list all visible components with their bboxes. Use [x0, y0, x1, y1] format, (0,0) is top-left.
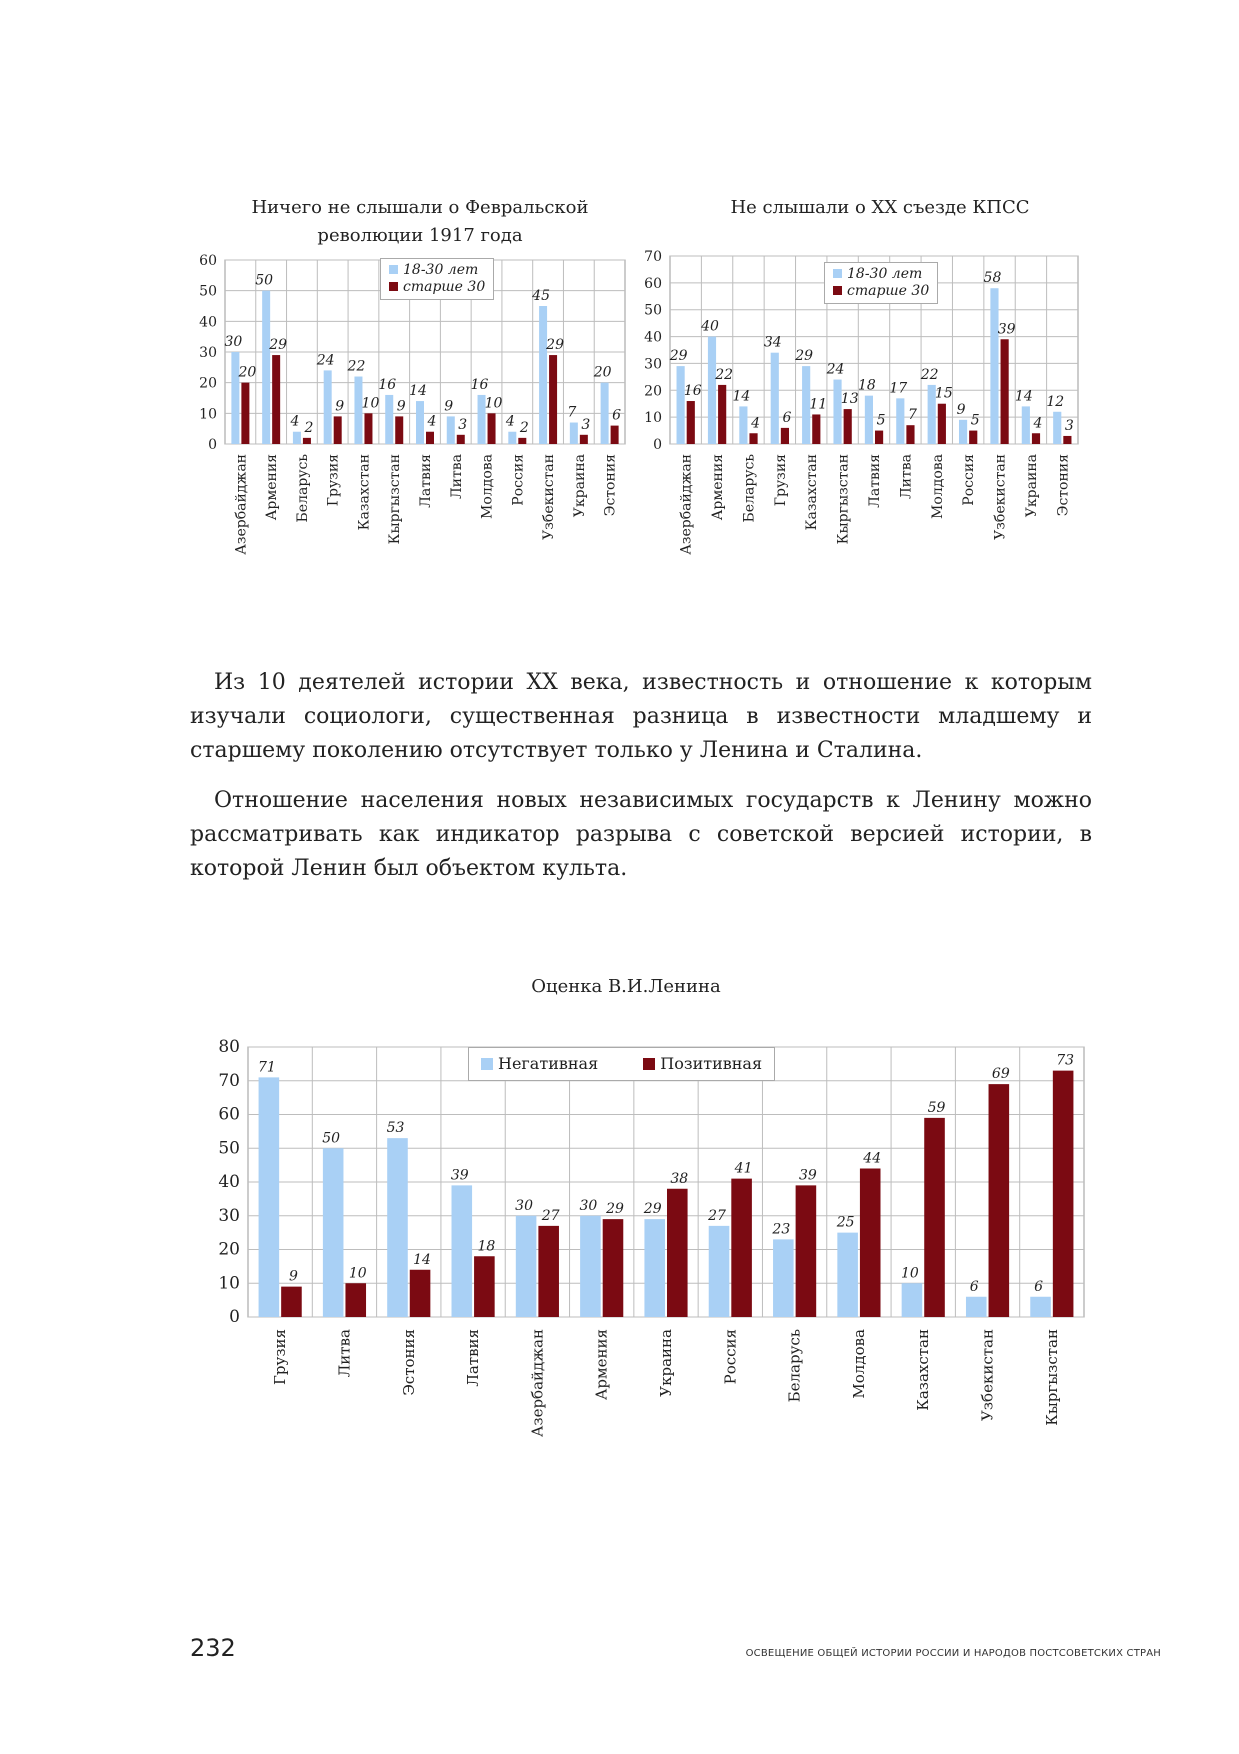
- data-label: 4: [505, 413, 515, 430]
- data-label: 9: [956, 401, 966, 418]
- data-label: 30: [515, 1197, 534, 1214]
- bar: [364, 413, 372, 444]
- data-label: 73: [1056, 1052, 1075, 1069]
- category-label: Грузия: [325, 454, 342, 507]
- bar: [989, 1084, 1010, 1317]
- category-label: Эстония: [1055, 454, 1072, 517]
- bar: [416, 401, 424, 444]
- data-label: 10: [361, 395, 380, 412]
- bar: [241, 383, 249, 444]
- data-label: 6: [969, 1278, 979, 1295]
- data-label: 7: [567, 404, 577, 421]
- category-label: Азербайджан: [528, 1329, 547, 1437]
- bar: [426, 432, 434, 444]
- data-label: 71: [257, 1059, 276, 1076]
- bar: [580, 1216, 601, 1317]
- data-label: 4: [290, 413, 300, 430]
- bar: [924, 1118, 945, 1317]
- data-label: 50: [255, 272, 274, 289]
- chart-lenin-rating: [200, 975, 1100, 1455]
- bar: [538, 1226, 559, 1317]
- category-label: Молдова: [929, 454, 946, 519]
- data-label: 29: [669, 348, 688, 365]
- data-label: 40: [701, 318, 719, 335]
- y-tick-label: 10: [644, 410, 662, 427]
- y-tick-label: 10: [218, 1273, 240, 1294]
- y-tick-label: 60: [199, 253, 217, 269]
- data-label: 6: [612, 407, 622, 424]
- category-label: Грузия: [271, 1329, 290, 1386]
- bar: [385, 395, 393, 444]
- category-label: Литва: [898, 454, 915, 499]
- category-label: Украина: [1023, 454, 1040, 518]
- legend-label: старше 30: [847, 283, 930, 299]
- legend-item: [643, 1054, 762, 1073]
- bar: [644, 1219, 665, 1317]
- category-label: Беларусь: [294, 454, 311, 523]
- bar: [833, 380, 841, 444]
- bar: [938, 404, 946, 444]
- category-label: Армения: [592, 1329, 611, 1400]
- data-label: 22: [347, 358, 366, 375]
- category-label: Украина: [657, 1329, 675, 1397]
- legend-swatch: [481, 1058, 493, 1070]
- data-label: 18: [858, 377, 876, 394]
- category-label: Латвия: [867, 454, 883, 508]
- y-tick-label: 0: [229, 1307, 240, 1327]
- body-paragraph: [190, 666, 1092, 768]
- legend-item: [389, 279, 485, 296]
- data-label: 3: [458, 416, 468, 433]
- y-tick-label: 70: [644, 249, 662, 265]
- bar: [749, 433, 757, 444]
- chart-legend: [380, 258, 494, 300]
- bar: [293, 432, 301, 444]
- data-label: 10: [484, 395, 503, 412]
- y-tick-label: 50: [199, 283, 217, 300]
- category-label: Кыргызстан: [1042, 1329, 1061, 1426]
- y-tick-label: 10: [199, 406, 217, 423]
- data-label: 12: [1046, 393, 1065, 410]
- chart-title: [152, 973, 1100, 1001]
- y-tick-label: 20: [644, 383, 662, 400]
- category-label: Казахстан: [914, 1329, 933, 1411]
- bar: [611, 426, 619, 444]
- data-label: 23: [772, 1221, 791, 1238]
- category-label: Кыргызстан: [387, 454, 404, 545]
- bar: [1001, 339, 1009, 444]
- category-label: Узбекистан: [978, 1329, 997, 1421]
- bar: [677, 366, 685, 444]
- legend-label: 18-30 лет: [403, 262, 479, 278]
- bar: [603, 1219, 624, 1317]
- chart-february-revolution: [180, 194, 640, 574]
- bar: [844, 409, 852, 444]
- bar: [969, 431, 977, 444]
- legend-label: Негативная: [498, 1054, 599, 1073]
- data-label: 69: [991, 1066, 1010, 1083]
- legend-swatch: [833, 269, 842, 278]
- data-label: 39: [798, 1167, 817, 1184]
- data-label: 17: [889, 380, 908, 397]
- bar: [896, 398, 904, 444]
- bar: [262, 291, 270, 444]
- bar: [990, 288, 998, 444]
- category-label: Узбекистан: [992, 454, 1009, 540]
- chart-20th-congress: [640, 194, 1100, 574]
- data-label: 29: [269, 337, 288, 354]
- data-label: 2: [519, 419, 529, 436]
- y-tick-label: 40: [199, 314, 217, 331]
- data-label: 44: [863, 1150, 882, 1167]
- data-label: 9: [335, 398, 345, 415]
- category-label: Латвия: [464, 1329, 483, 1387]
- data-label: 4: [1033, 415, 1043, 432]
- data-label: 39: [450, 1167, 469, 1184]
- chart-title-line: революции 1917 года: [317, 225, 523, 246]
- bar: [259, 1077, 280, 1317]
- bar: [718, 385, 726, 444]
- data-label: 22: [715, 366, 734, 383]
- category-label: Беларусь: [785, 1329, 804, 1403]
- y-tick-label: 0: [208, 437, 217, 453]
- bar: [1022, 406, 1030, 444]
- data-label: 3: [581, 416, 591, 433]
- data-label: 29: [643, 1201, 662, 1218]
- y-tick-label: 20: [218, 1239, 240, 1260]
- y-tick-label: 50: [644, 302, 662, 319]
- category-label: Беларусь: [741, 454, 758, 523]
- category-label: Россия: [721, 1329, 740, 1385]
- bar: [837, 1233, 858, 1317]
- bar: [508, 432, 516, 444]
- category-label: Казахстан: [804, 454, 821, 531]
- category-label: Латвия: [418, 454, 434, 508]
- data-label: 5: [970, 412, 980, 429]
- bar: [474, 1256, 495, 1317]
- data-label: 59: [927, 1099, 946, 1116]
- bar: [1053, 412, 1061, 444]
- data-label: 58: [983, 270, 1002, 287]
- data-label: 14: [409, 383, 427, 400]
- data-label: 25: [836, 1214, 855, 1231]
- bar: [272, 355, 280, 444]
- chart-title-line: Оценка В.И.Ленина: [531, 976, 721, 997]
- bar: [966, 1297, 987, 1317]
- bar: [959, 420, 967, 444]
- bar: [549, 355, 557, 444]
- bar: [812, 414, 820, 444]
- data-label: 39: [997, 321, 1016, 338]
- legend-item: [481, 1054, 598, 1073]
- bar: [580, 435, 588, 444]
- data-label: 3: [1064, 417, 1074, 434]
- data-label: 14: [732, 388, 751, 405]
- body-paragraph: [190, 784, 1092, 886]
- data-label: 11: [809, 396, 828, 413]
- data-label: 29: [795, 348, 814, 365]
- y-tick-label: 0: [653, 437, 662, 453]
- bar: [875, 431, 883, 444]
- data-label: 20: [238, 364, 257, 381]
- data-label: 34: [763, 334, 782, 351]
- legend-swatch: [833, 286, 842, 295]
- legend-item: [833, 283, 929, 300]
- bar: [860, 1169, 881, 1318]
- y-tick-label: 30: [199, 345, 217, 361]
- bar: [902, 1283, 923, 1317]
- bar: [709, 1226, 730, 1317]
- bar: [570, 423, 578, 444]
- y-tick-label: 50: [218, 1138, 240, 1159]
- category-label: Эстония: [399, 1329, 418, 1396]
- category-label: Молдова: [849, 1329, 868, 1399]
- data-label: 16: [470, 376, 489, 393]
- data-label: 16: [378, 376, 397, 393]
- data-label: 5: [876, 412, 886, 429]
- bar: [410, 1270, 431, 1317]
- data-label: 22: [920, 366, 939, 383]
- y-tick-label: 60: [218, 1104, 240, 1125]
- category-label: Молдова: [479, 454, 496, 519]
- data-label: 27: [708, 1207, 726, 1224]
- y-tick-label: 20: [199, 375, 217, 392]
- bar: [601, 383, 609, 444]
- bar: [323, 1148, 344, 1317]
- running-title: ОСВЕЩЕНИЕ ОБЩЕЙ ИСТОРИИ РОССИИ И НАРОДОВ ПОСТСОВЕТСКИХ СТРАН: [745, 1648, 1161, 1659]
- paragraph-text: Из 10 деятелей истории ХХ века, известность и отношение к которым изучали социологи, существенная разница в известности младшему и старшему поколению отсутствует только у Ленина и Сталина.: [190, 670, 1092, 763]
- bar: [865, 396, 873, 444]
- bar-chart-svg: [180, 194, 640, 574]
- bar: [687, 401, 695, 444]
- bar: [906, 425, 914, 444]
- chart-title: [180, 194, 660, 250]
- category-label: Эстония: [602, 454, 619, 517]
- data-label: 6: [782, 409, 792, 426]
- bar: [773, 1239, 794, 1317]
- data-label: 14: [1014, 388, 1033, 405]
- bar: [1053, 1071, 1074, 1317]
- bar: [281, 1287, 302, 1317]
- y-tick-label: 70: [218, 1070, 240, 1091]
- legend-label: Позитивная: [660, 1054, 763, 1073]
- data-label: 45: [532, 288, 550, 304]
- bar: [334, 416, 342, 444]
- data-label: 9: [288, 1268, 298, 1285]
- data-label: 50: [322, 1130, 341, 1147]
- category-label: Украина: [571, 454, 588, 518]
- data-label: 16: [683, 383, 702, 400]
- data-label: 9: [396, 398, 406, 415]
- y-tick-label: 40: [218, 1172, 240, 1192]
- bar: [457, 435, 465, 444]
- data-label: 14: [413, 1251, 431, 1268]
- data-label: 13: [840, 391, 859, 408]
- bar: [539, 306, 547, 444]
- chart-title-line: Не слышали о ХХ съезде КПСС: [730, 197, 1030, 218]
- data-label: 38: [670, 1170, 689, 1187]
- data-label: 53: [386, 1120, 405, 1137]
- category-label: Узбекистан: [541, 454, 558, 540]
- bar: [739, 406, 747, 444]
- y-tick-label: 80: [218, 1037, 240, 1057]
- legend-swatch: [389, 265, 398, 274]
- bar-chart-svg: [640, 194, 1100, 574]
- category-label: Литва: [335, 1329, 354, 1378]
- category-label: Армения: [710, 454, 727, 521]
- data-label: 29: [546, 337, 564, 354]
- page-number: 232: [190, 1634, 236, 1662]
- legend-label: 18-30 лет: [847, 266, 923, 282]
- chart-title-line: Ничего не слышали о Февральской: [251, 197, 589, 218]
- bar: [708, 337, 716, 444]
- data-label: 7: [908, 407, 917, 424]
- legend-item: [389, 262, 485, 279]
- data-label: 30: [579, 1197, 598, 1214]
- chart-legend: [824, 262, 938, 304]
- data-label: 27: [541, 1207, 560, 1224]
- data-label: 18: [477, 1238, 496, 1255]
- bar: [1032, 433, 1040, 444]
- category-label: Армения: [264, 454, 281, 521]
- bar: [395, 416, 403, 444]
- data-label: 30: [224, 334, 243, 350]
- data-label: 24: [316, 352, 335, 369]
- data-label: 41: [734, 1160, 753, 1177]
- bar: [451, 1185, 472, 1317]
- category-label: Кыргызстан: [835, 454, 852, 545]
- bar: [1063, 436, 1071, 444]
- bar: [796, 1185, 817, 1317]
- category-label: Азербайджан: [233, 454, 250, 555]
- legend-swatch: [643, 1058, 655, 1070]
- data-label: 10: [901, 1265, 919, 1282]
- data-label: 29: [606, 1201, 624, 1218]
- legend-label: старше 30: [403, 279, 486, 295]
- bar: [781, 428, 789, 444]
- bar: [1030, 1297, 1051, 1317]
- category-label: Казахстан: [356, 454, 373, 531]
- category-label: Литва: [448, 454, 465, 499]
- chart-title: [630, 194, 1130, 222]
- category-label: Россия: [510, 454, 527, 506]
- y-tick-label: 30: [644, 356, 662, 373]
- data-label: 15: [934, 385, 953, 402]
- bar: [518, 438, 526, 444]
- data-label: 4: [751, 415, 761, 432]
- chart-legend: [468, 1047, 775, 1081]
- data-label: 9: [444, 398, 454, 415]
- bar: [345, 1283, 366, 1317]
- bar: [387, 1138, 408, 1317]
- data-label: 20: [593, 364, 612, 381]
- bar: [771, 353, 779, 444]
- category-label: Россия: [961, 454, 978, 506]
- data-label: 24: [826, 361, 845, 378]
- category-label: Азербайджан: [678, 454, 695, 555]
- data-label: 2: [304, 419, 314, 436]
- legend-swatch: [389, 282, 398, 291]
- bar: [488, 413, 496, 444]
- legend-item: [833, 266, 929, 283]
- y-tick-label: 40: [644, 329, 662, 346]
- y-tick-label: 30: [218, 1205, 240, 1226]
- data-label: 10: [348, 1265, 367, 1282]
- bar: [447, 416, 455, 444]
- data-label: 4: [427, 413, 437, 430]
- category-label: Грузия: [772, 454, 789, 507]
- y-tick-label: 60: [644, 275, 662, 292]
- data-label: 6: [1034, 1278, 1044, 1295]
- bar: [303, 438, 311, 444]
- bar: [731, 1179, 752, 1317]
- bar: [324, 370, 332, 444]
- bar: [667, 1189, 688, 1317]
- paragraph-text: Отношение населения новых независимых государств к Ленину можно рассматривать как индикатор разрыва с советской версией истории, в которой Ленин был объектом культа.: [190, 788, 1092, 881]
- bar: [516, 1216, 537, 1317]
